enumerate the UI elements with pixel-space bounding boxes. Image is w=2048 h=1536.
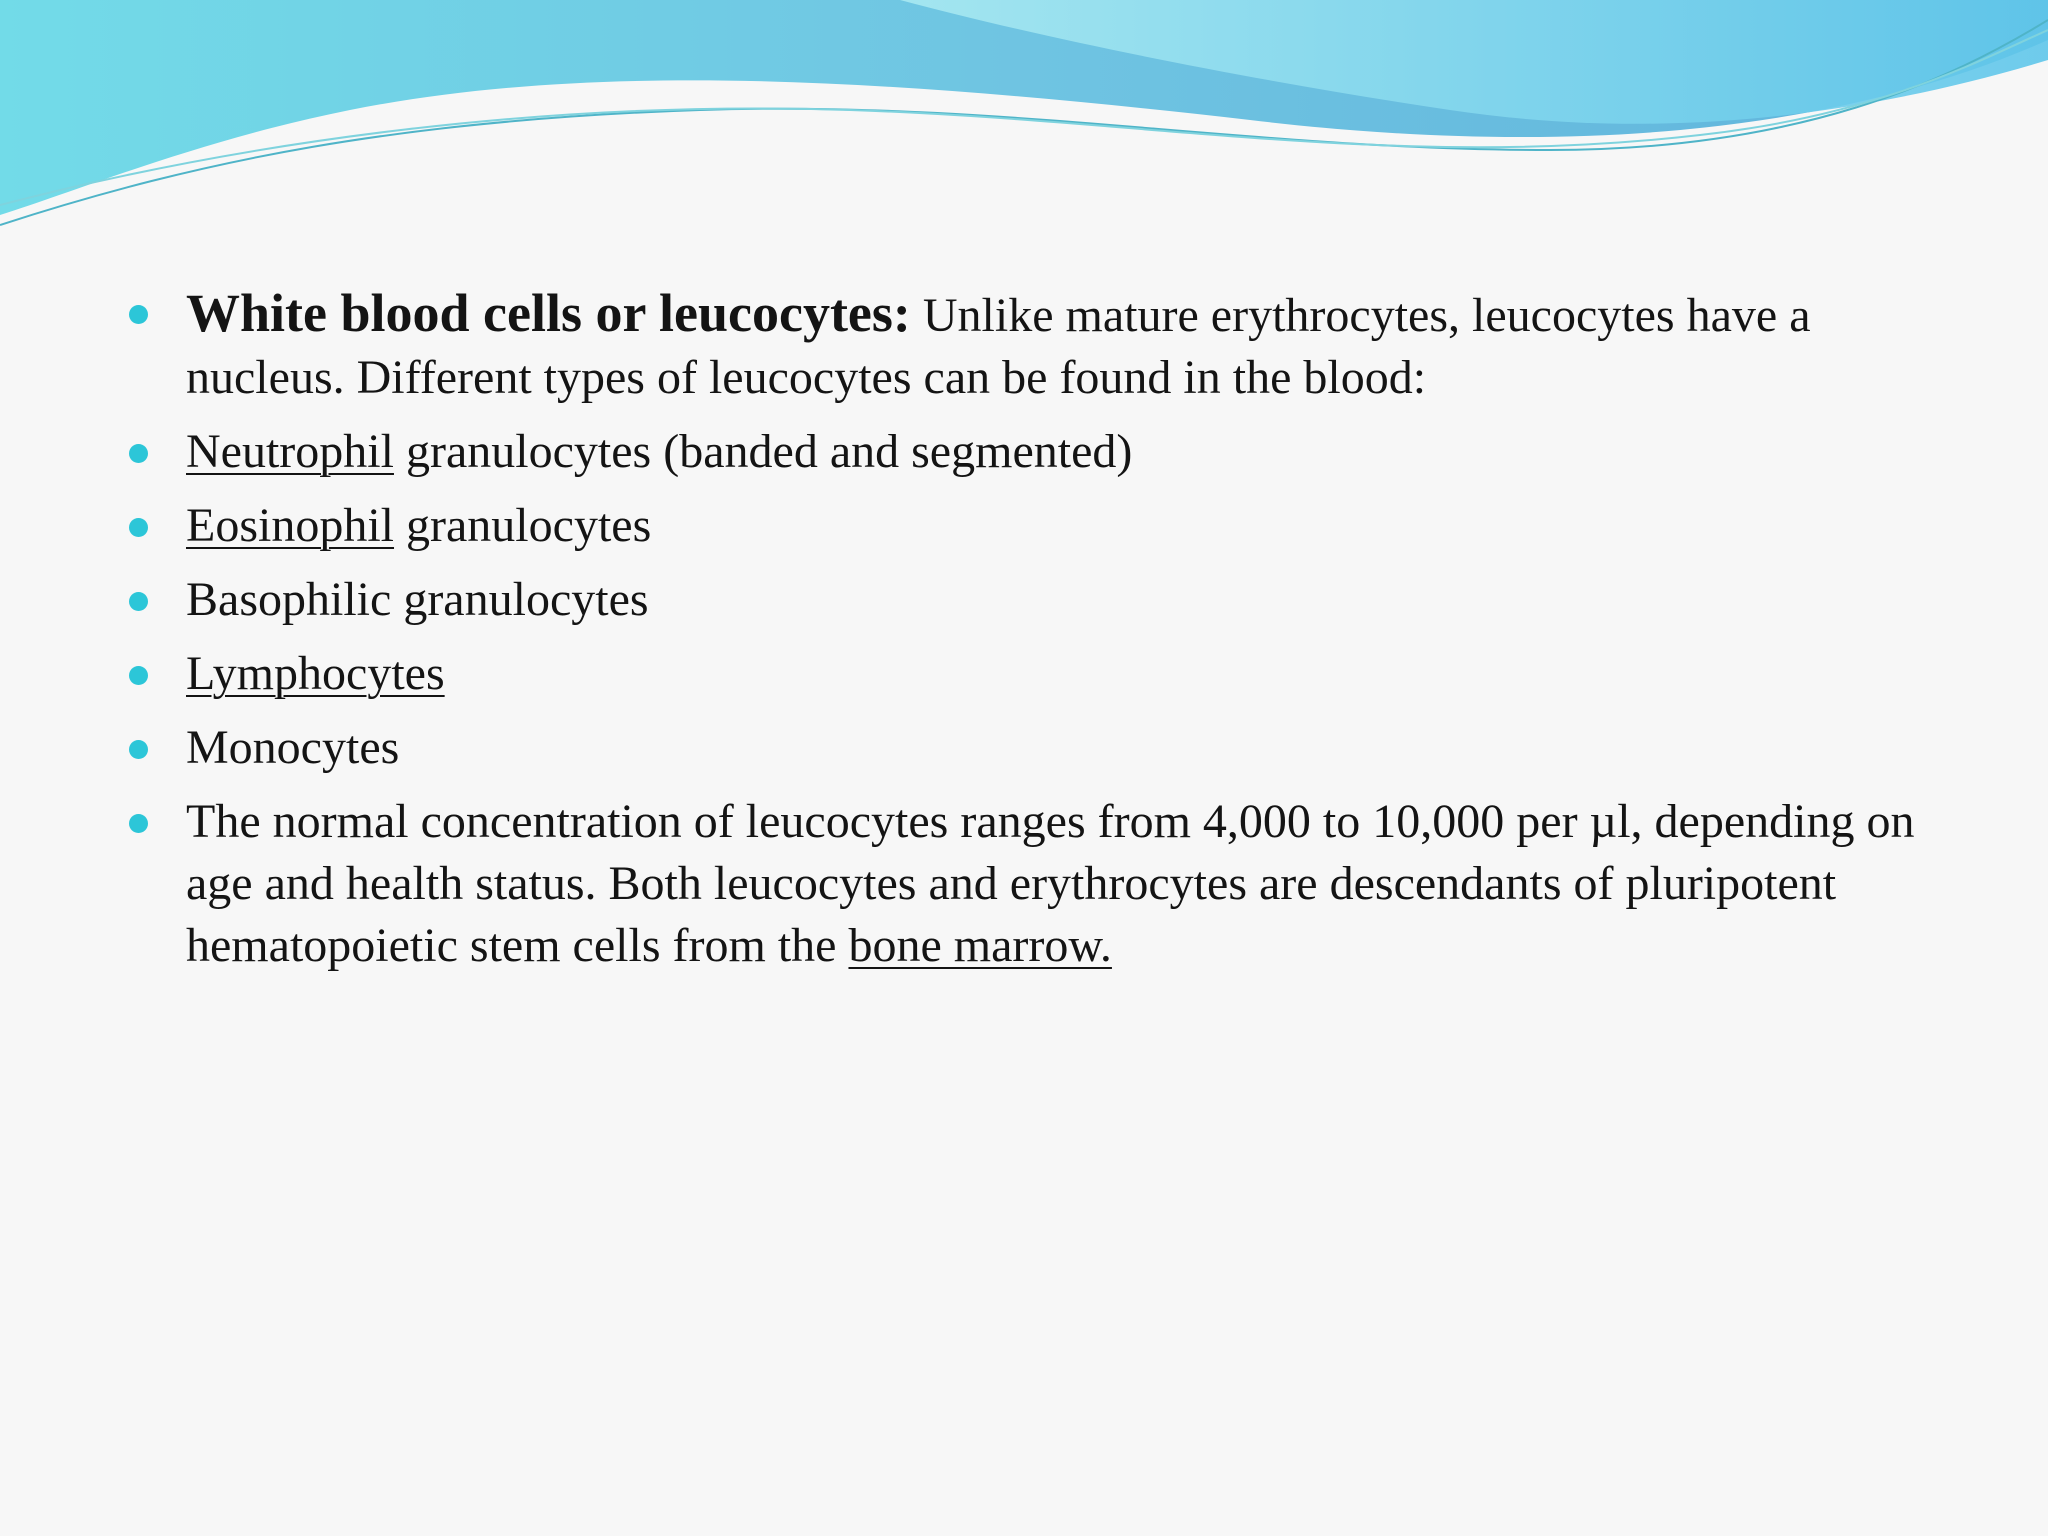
bullet-eosinophil: [120, 495, 1960, 557]
bullet-neutrophil: [120, 421, 1960, 483]
lymphocytes-link[interactable]: Lymphocytes: [186, 647, 445, 700]
bullet-dot-icon: [129, 305, 148, 324]
bullet-text: granulocytes (banded and segmented): [393, 425, 1133, 478]
bullet-heading: White blood cells or leucocytes:: [186, 283, 911, 343]
bullet-dot-icon: [129, 518, 148, 537]
bullet-text: granulocytes: [394, 499, 652, 552]
bullet-list: [120, 282, 1960, 977]
slide-content: [120, 282, 1960, 989]
bullet-dot-icon: [129, 814, 148, 833]
bullet-lymphocytes: [120, 643, 1960, 705]
bullet-text: Monocytes: [186, 721, 400, 774]
bullet-text: Unlike mature erythrocytes, leucocytes have a nucleus. Different types of leucocytes can be found in the blood:: [186, 289, 1811, 404]
bullet-text: Basophilic granulocytes: [186, 573, 649, 626]
neutrophil-link[interactable]: Neutrophil: [186, 425, 394, 478]
bullet-dot-icon: [129, 444, 148, 463]
bullet-white-blood-cells: [120, 282, 1960, 409]
bullet-dot-icon: [129, 666, 148, 685]
bullet-dot-icon: [129, 592, 148, 611]
bullet-text: The normal concentration of leucocytes ranges from 4,000 to 10,000 per µl, depending on age and health status. Both leucocytes and erythrocytes are descendants of pluripotent hematopoietic stem cells from the: [186, 795, 1915, 972]
bone-marrow-link[interactable]: bone marrow.: [848, 919, 1112, 972]
header-wave-decoration: [0, 0, 2048, 240]
bullet-monocytes: [120, 717, 1960, 779]
bullet-dot-icon: [129, 740, 148, 759]
eosinophil-link[interactable]: Eosinophil: [186, 499, 395, 552]
bullet-normal-concentration: [120, 791, 1960, 977]
bullet-basophilic: [120, 569, 1960, 631]
